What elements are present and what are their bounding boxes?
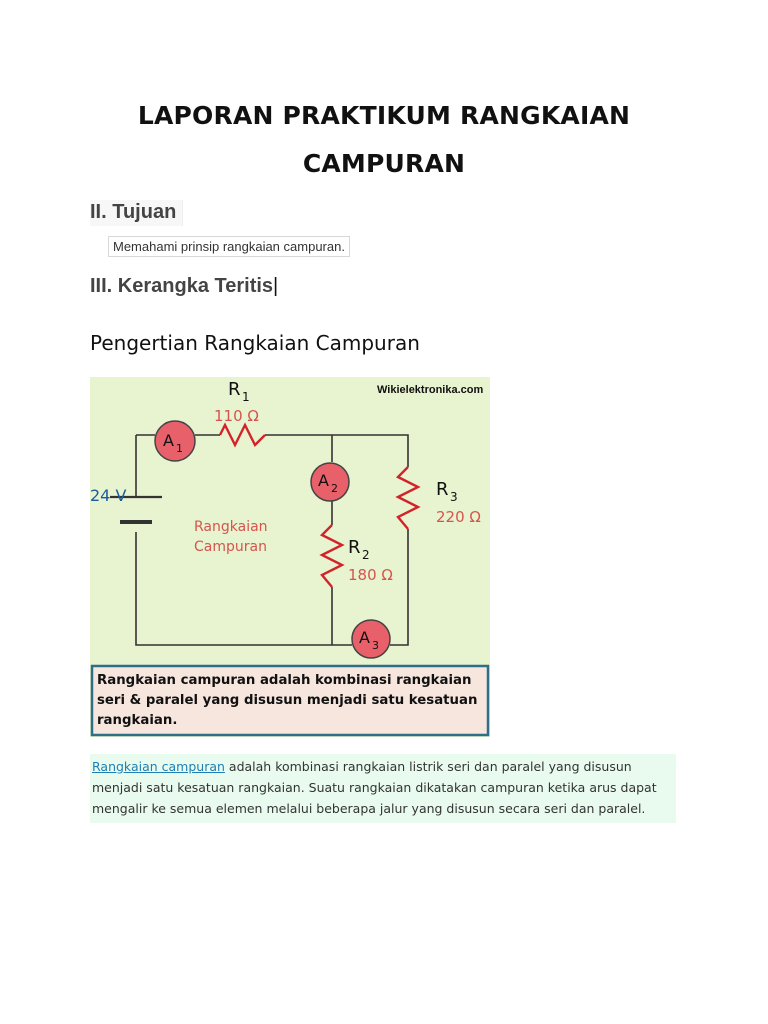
resistor-r1-letter: R (228, 379, 241, 400)
circuit-center-label-line1: Rangkaian (194, 519, 268, 535)
ammeter-a1-subscript: 1 (176, 442, 183, 455)
figure-watermark: Wikielektronika.com (377, 384, 484, 396)
ammeter-a2 (311, 463, 349, 501)
title-line-2: CAMPURAN (302, 149, 466, 178)
ammeter-a3-letter: A (359, 628, 370, 647)
document-title (0, 92, 768, 188)
circuit-center-label-line2: Campuran (194, 539, 267, 555)
tujuan-text: Memahami prinsip rangkaian campuran. (108, 236, 350, 257)
ammeter-a2-subscript: 2 (331, 482, 338, 495)
figure-caption-line3: rangkaian. (97, 713, 178, 728)
figure-caption-line1: Rangkaian campuran adalah kombinasi rangkaian (97, 673, 472, 688)
ammeter-a1 (155, 421, 195, 461)
resistor-r3-letter: R (436, 479, 449, 500)
resistor-r2-subscript: 2 (362, 548, 370, 562)
definition-paragraph (90, 754, 676, 823)
resistor-r2-value: 180 Ω (348, 566, 393, 584)
ammeter-a3-subscript: 3 (372, 639, 379, 652)
heading-kerangka-label: III. Kerangka Teritis (90, 275, 274, 297)
resistor-r1-value: 110 Ω (214, 407, 259, 425)
ammeter-a1-letter: A (163, 431, 174, 450)
heading-kerangka-teritis (90, 275, 278, 298)
heading-tujuan: II. Tujuan (90, 200, 183, 226)
resistor-r2-letter: R (348, 537, 361, 558)
resistor-r3-subscript: 3 (450, 490, 458, 504)
ammeter-a3 (352, 620, 390, 658)
title-line-1: LAPORAN PRAKTIKUM RANGKAIAN (137, 101, 631, 130)
circuit-figure (90, 377, 490, 737)
ammeter-a2-letter: A (318, 471, 329, 490)
resistor-r1-subscript: 1 (242, 390, 250, 404)
rangkaian-campuran-link[interactable]: Rangkaian campuran (92, 759, 225, 774)
figure-caption-line2: seri & paralel yang disusun menjadi satu kesatuan (97, 693, 478, 708)
definition-body: adalah kombinasi rangkaian listrik seri dan paralel yang disusun menjadi satu kesatuan rangkaian. Suatu rangkaian dikatakan campuran ketika arus dapat mengalir ke semua elemen melalui beberapa jalur yang disusun secara seri dan paralel. (92, 759, 657, 816)
source-voltage-label: 24 V (90, 486, 127, 505)
subheading-pengertian: Pengertian Rangkaian Campuran (90, 331, 420, 355)
resistor-r3-value: 220 Ω (436, 508, 481, 526)
text-cursor: | (273, 275, 279, 297)
